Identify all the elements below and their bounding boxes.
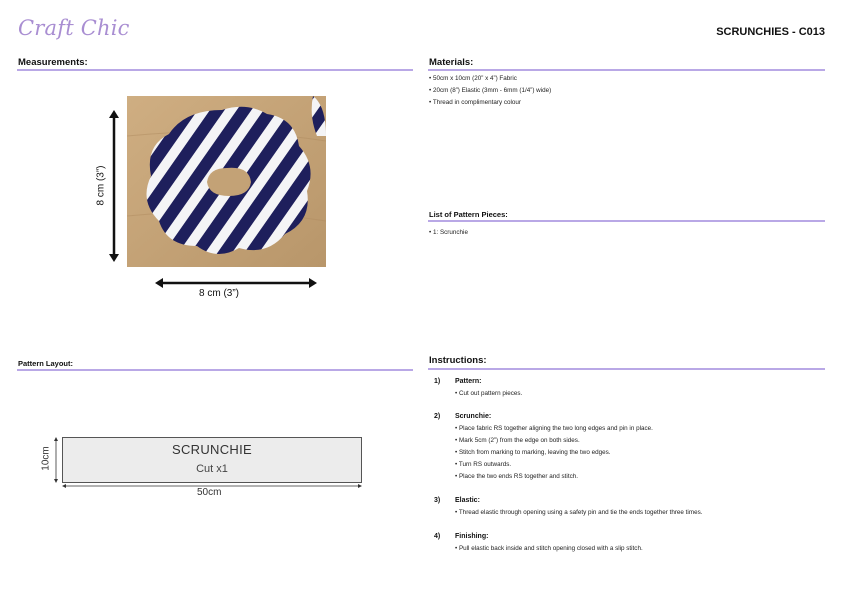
height-dimension-arrow xyxy=(106,110,122,262)
document-title: SCRUNCHIES - C013 xyxy=(716,26,825,38)
materials-rule xyxy=(428,69,825,71)
scrunchie-photo xyxy=(127,96,326,267)
step-number: 4) xyxy=(434,533,441,540)
pattern-piece-name: SCRUNCHIE xyxy=(172,442,252,457)
materials-item-elastic: • 20cm (8”) Elastic (3mm - 6mm (1/4”) wide) xyxy=(429,87,552,94)
measurements-heading: Measurements: xyxy=(18,57,88,68)
pattern-pieces-heading: List of Pattern Pieces: xyxy=(429,210,508,219)
step-number: 3) xyxy=(434,497,441,504)
instructions-heading: Instructions: xyxy=(429,355,487,366)
step-line: • Thread elastic through opening using a safety pin and tie the ends together three times. xyxy=(455,509,703,516)
width-dimension-label: 8 cm (3”) xyxy=(199,288,239,299)
step-title: Finishing: xyxy=(455,533,489,540)
layout-width-label: 50cm xyxy=(197,487,222,498)
step-line: • Place the two ends RS together and stitch. xyxy=(455,473,578,480)
instructions-rule xyxy=(428,368,825,370)
materials-item-thread: • Thread in complimentary colour xyxy=(429,99,522,106)
measurements-rule xyxy=(17,69,413,71)
step-line: • Pull elastic back inside and stitch opening closed with a slip stitch. xyxy=(455,545,643,552)
pattern-piece-cut: Cut x1 xyxy=(196,463,228,475)
step-title: Elastic: xyxy=(455,497,480,504)
step-line: • Mark 5cm (2”) from the edge on both sides. xyxy=(455,437,580,444)
materials-heading: Materials: xyxy=(429,57,474,68)
step-number: 2) xyxy=(434,413,441,420)
pattern-pieces-rule xyxy=(428,220,825,222)
pattern-piece-rectangle xyxy=(62,437,362,483)
scrunchie-illustration xyxy=(127,96,326,267)
step-line: • Turn RS outwards. xyxy=(455,461,512,468)
step-line: • Stitch from marking to marking, leaving the two edges. xyxy=(455,449,611,456)
height-dimension-label: 8 cm (3”) xyxy=(95,165,107,206)
step-title: Pattern: xyxy=(455,378,482,385)
step-number: 1) xyxy=(434,378,441,385)
brand-logo: Craft Chic xyxy=(18,16,130,40)
step-line: • Cut out pattern pieces. xyxy=(455,390,523,397)
step-line: • Place fabric RS together aligning the two long edges and pin in place. xyxy=(455,425,653,432)
layout-height-arrow xyxy=(52,437,60,483)
pattern-layout-rule xyxy=(17,369,413,371)
step-title: Scrunchie: xyxy=(455,413,492,420)
pattern-layout-heading: Pattern Layout: xyxy=(18,359,74,368)
materials-list xyxy=(429,73,551,109)
pattern-pieces-list xyxy=(429,227,468,239)
layout-height-label: 10cm xyxy=(40,446,52,471)
pattern-piece-item: • 1: Scrunchie xyxy=(429,229,468,236)
materials-item-fabric: • 50cm x 10cm (20” x 4”) Fabric xyxy=(429,75,517,82)
